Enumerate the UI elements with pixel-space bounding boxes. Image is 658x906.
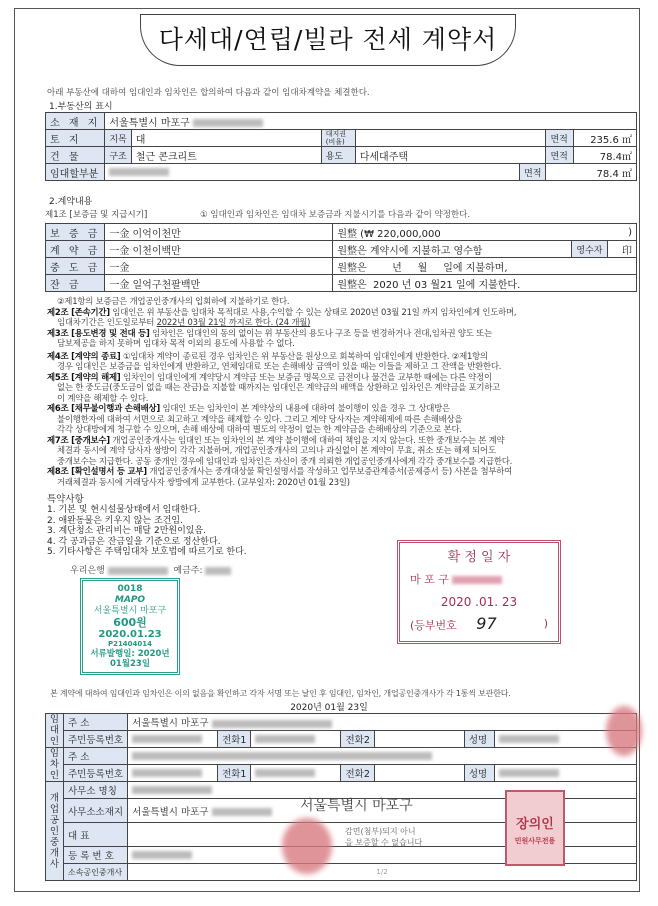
payment-amount: 一金 <box>105 258 333 275</box>
clause-text: 임차인은 임대인의 동의 없이는 위 부동산의 용도나 구조 등을 변경하거나 전대,임차권 양도 또는 <box>152 327 492 338</box>
clause-text: 담보제공을 하지 못하며 임대차 목적 이외의 용도에 사용할 수 없다. <box>57 338 295 348</box>
rent-part-label: 임대할부분 <box>46 164 105 181</box>
land-area-value: 235.6 ㎡ <box>574 130 637 147</box>
redacted <box>205 567 231 575</box>
lessee-label: 임차인 <box>46 748 64 782</box>
section1-heading: 1.부동산의 표시 <box>49 102 113 112</box>
contract-date: 2020년 01월 23일 <box>290 703 368 713</box>
clause-text: 임대인은 위 부동산을 임대차 목적대로 사용,수익할 수 있는 상태로 2020년 03월 21일 까지 임차인에게 인도하며, <box>112 306 517 317</box>
special-term: 4. 각 공과금은 잔금일을 기준으로 정산한다. <box>47 536 221 547</box>
stamp-number-label: (등부번호 <box>410 619 457 632</box>
clause-text: 각각 상대방에게 청구할 수 있으며, 손해 배상에 대하여 별도의 약정이 없는 한 계약금을 손해배상의 기준으로 본다. <box>57 424 462 434</box>
phone1-label: 전화1 <box>218 731 251 748</box>
clause-title: 제5조 [계약의 해제] <box>47 371 121 382</box>
clause-text: 불이행한자에 대하여 서면으로 최고하고 계약을 해제할 수 있다. 그리고 계약 당사자는 계약해제에 따른 손해배상을 <box>57 413 463 424</box>
address-label: 주 소 <box>64 748 128 765</box>
stamp-code: P21404014 <box>107 640 153 648</box>
document-title: 다세대/연립/빌라 전세 계약서 <box>140 14 516 66</box>
rent-area-label: 면적 <box>520 164 546 181</box>
stamp-fee: 600원 <box>113 616 147 629</box>
seal-redacted <box>606 706 642 756</box>
clause-text: 임대차기간은 인도일로부터 <box>57 317 155 327</box>
redacted <box>132 851 192 859</box>
redacted <box>255 769 315 777</box>
bank-info <box>70 563 231 576</box>
clause-text: 거래체결과 동시에 거래당사자 쌍방에게 교부한다. (교부일자: 2020년 01월 23일) <box>57 476 350 487</box>
land-type-value: 대 <box>131 130 321 147</box>
clause-title: 제3조 [용도변경 및 전대 등] <box>47 327 150 338</box>
contract-clauses <box>47 296 637 487</box>
stamp-overlay-note: 을 보증할 수 없습니다 <box>345 838 423 847</box>
id-label: 주민등록번호 <box>64 731 128 748</box>
office-name-label: 사무소 명칭 <box>64 782 128 799</box>
clause-title: 제6조 [채무불이행과 손해배상] <box>47 403 160 413</box>
redacted <box>499 735 559 743</box>
seal-mark: 印 <box>607 241 636 258</box>
stamp-overlay-text: 서울특별시 마포구 <box>300 798 413 814</box>
land-area-label: 면적 <box>546 130 574 147</box>
clause-text: 없는 한 중도금(중도금이 없을 때는 잔금)을 지불할 때까지는 임대인은 계약금의 배액을 상환하고 임차인은 계약금을 포기하고 <box>57 382 501 392</box>
payment-label: 보 증 금 <box>46 224 105 241</box>
redacted <box>109 168 169 176</box>
rent-area-value: 78.4 ㎡ <box>546 164 637 181</box>
associate-agent-label: 소속공인중개사 <box>64 864 128 881</box>
stamp-logo: MAPO <box>114 595 146 605</box>
clause-text: 개업공인중개사는 임대인 또는 임차인의 본 계약 불이행에 대하여 책임을 지지 않는다. 또한 중개보수는 본 계약 <box>112 434 505 445</box>
payment-note-close: ) <box>607 224 636 241</box>
payment-label: 잔 금 <box>46 275 105 292</box>
special-terms-list <box>47 505 247 558</box>
clause <box>47 307 637 318</box>
clause-text: 개업공인중개사는 중개대상물 확인설명서를 작성하고 업무보증관계증서(공제증서 등) 사본을 첨부하여 <box>149 466 513 476</box>
lessor-address: 서울특별시 마포구 <box>132 718 209 729</box>
redacted <box>255 735 315 743</box>
special-term: 1. 기본 및 현시설물상태에서 임대한다. <box>47 505 201 515</box>
stamp-number: 0018 <box>117 584 143 594</box>
land-right-label: 대지권(비율) <box>321 130 355 147</box>
redacted <box>108 567 168 575</box>
payment-row <box>46 241 637 258</box>
clause-text: 이 계약을 해제할 수 있다. <box>57 392 149 403</box>
agent-label: 개업공인중개사 <box>46 782 64 881</box>
payment-row <box>46 224 637 241</box>
special-term: 3. 계단청소 관리비는 매달 2만원이있음. <box>47 526 207 536</box>
stamp-fixed-date <box>397 540 561 644</box>
payment-amount: 一金 이억이천만 <box>105 224 333 241</box>
stamp-footer: 서류발행일: 2020년01월23일 <box>90 649 170 669</box>
building-area-value: 78.4㎡ <box>574 147 637 164</box>
account-holder-label: 예금주: <box>173 566 203 576</box>
clause-text: 중개보수는 지급한다. 공동 중개인 경우에 임대인과 임차인은 자신이 중개 의뢰한 개업공인중개사에게 각각 중개보수를 지급한다. <box>57 455 513 466</box>
use-value: 다세대주택 <box>355 147 546 164</box>
payment-label: 계 약 금 <box>46 241 105 258</box>
seal-text: 장의인 <box>516 817 554 832</box>
redacted <box>212 808 272 816</box>
agent-seal <box>505 790 565 866</box>
closing-statement: 본 계약에 대하여 임대인과 임차인은 이의 없음을 확인하고 각자 서명 또는 날인 후 임대인, 임차인, 개업공인중개사가 각 1통씩 보관한다. <box>50 689 511 698</box>
stamp-title: 확 정 일 자 <box>447 550 511 565</box>
article1-text: ① 임대인과 임차인은 임대차 보증금과 지불시기를 다음과 같이 약정한다. <box>200 210 471 220</box>
use-label: 용도 <box>321 147 355 164</box>
payment-row <box>46 275 637 292</box>
clause-title: 제7조 [중개보수] <box>47 434 110 445</box>
clause-text: ②제1항의 보증금은 개업공인중개사의 입회하에 지불하기로 한다. <box>57 296 290 306</box>
building-area-label: 면적 <box>546 147 574 164</box>
clause-title: 제8조 [확인설명서 등 교부] <box>47 466 147 476</box>
clause-title: 제2조 [존속기간] <box>47 306 110 317</box>
bank-name: 우리은행 <box>70 566 105 576</box>
redacted <box>212 720 332 728</box>
office-address-label: 사무소소재지 <box>64 799 128 823</box>
stamp-revenue <box>80 578 180 675</box>
phone2-label: 전화2 <box>341 765 374 782</box>
clause-text: 체결과 동시에 계약 당사자 쌍방이 각각 지불하며, 개업공인중개사의 고의나 과실없이 본 계약이 무효, 취소 또는 해제 되어도 <box>57 445 496 455</box>
payment-note: 원整은 년 월 일에 지불하며, <box>333 258 637 275</box>
office-address: 서울특별시 마포구 <box>132 806 209 818</box>
payment-note: 원整은 2020 년 03 월21 일에 지불한다. <box>333 275 637 292</box>
seal-redacted <box>282 818 332 874</box>
special-terms-heading: 특약사항 <box>47 494 84 505</box>
location-label: 소 재 지 <box>46 113 105 130</box>
redacted <box>499 769 559 777</box>
payment-amount: 一金 이천이백만 <box>105 241 333 258</box>
stamp-region: 서울특별시 마포구 <box>93 606 167 616</box>
article1-title: 제1조 [보증금 및 지급시기] <box>45 210 148 220</box>
registration-label: 등 록 번 호 <box>64 847 128 864</box>
id-label: 주민등록번호 <box>64 765 128 782</box>
stamp-date: 2020 .01. 23 <box>440 595 518 609</box>
stamp-region: 마 포 구 <box>410 573 449 586</box>
special-term: 5. 기타사항은 주택임대차 보호법에 따르기로 한다. <box>47 547 247 557</box>
clause-text: 임대인 또는 임차인이 본 계약상의 내용에 대하여 불이행이 있을 경우 그 상대방은 <box>162 403 450 413</box>
redacted <box>193 119 263 127</box>
redacted <box>132 752 432 760</box>
land-label: 토 지 <box>46 130 105 147</box>
property-table <box>45 112 637 181</box>
special-term: 2. 애완동물은 키우지 않는 조건임. <box>47 515 183 526</box>
lessor-label: 임대인 <box>46 714 64 748</box>
receiver-label: 영수자 <box>572 241 607 258</box>
page-number: 1/2 <box>128 864 637 881</box>
representative-label: 대 표 <box>64 823 128 847</box>
clause-text: 경우 임대인은 보증금을 임차인에게 반환하고, 연체임대료 또는 손해배상 금액이 있을 때는 이들을 제하고 그 잔액을 반환한다. <box>57 361 502 371</box>
payment-amount: 一金 일억구천팔백만 <box>105 275 333 292</box>
payment-note: 원整 (₩ 220,000,000 <box>333 224 607 241</box>
clause-text: 임차인이 임대인에게 계약당시 계약금 또는 보증금 명목으로 금전이나 물건을 교부한 때에는 다른 약정이 <box>123 371 492 382</box>
stamp-number: 97 <box>476 614 497 633</box>
stamp-date: 2020.01.23 <box>98 629 162 640</box>
payment-row <box>46 258 637 275</box>
stamp-overlay-note: 감면(첨부)되지 아니 <box>345 827 416 836</box>
address-label: 주 소 <box>64 714 128 731</box>
land-type-label: 지목 <box>105 130 131 147</box>
payment-note: 원整은 계약시에 지불하고 영수함 <box>333 241 572 258</box>
clause-text: ①임대차 계약이 종료된 경우 임차인은 위 부동산을 원상으로 회복하여 임대인에게 반환한다. ②제1항의 <box>123 350 488 361</box>
redacted <box>132 769 202 777</box>
name-label: 성명 <box>464 731 494 748</box>
intro-text: 아래 부동산에 대하여 임대인과 임차인은 합의하여 다음과 같이 임대차계약을 체결한다. <box>47 88 370 98</box>
payment-table <box>45 223 637 292</box>
seal-subtext: 민원사무전용 <box>514 837 556 845</box>
redacted <box>452 576 502 584</box>
building-label: 건 물 <box>46 147 105 164</box>
redacted <box>132 786 212 794</box>
structure-label: 구조 <box>105 147 131 164</box>
phone1-label: 전화1 <box>218 765 251 782</box>
structure-value: 철근 콘크리트 <box>131 147 321 164</box>
lease-period: 2022년 03월 21일 까지로 한다. (24 개월) <box>156 317 311 327</box>
clause-title: 제4조 [계약의 종료] <box>47 350 121 361</box>
redacted <box>132 735 202 743</box>
phone2-label: 전화2 <box>341 731 374 748</box>
section2-heading: 2.계약내용 <box>49 197 93 207</box>
location-value: 서울특별시 마포구 <box>109 117 190 129</box>
stamp-close: ) <box>543 617 548 630</box>
payment-label: 중 도 금 <box>46 258 105 275</box>
name-label: 성명 <box>464 765 494 782</box>
